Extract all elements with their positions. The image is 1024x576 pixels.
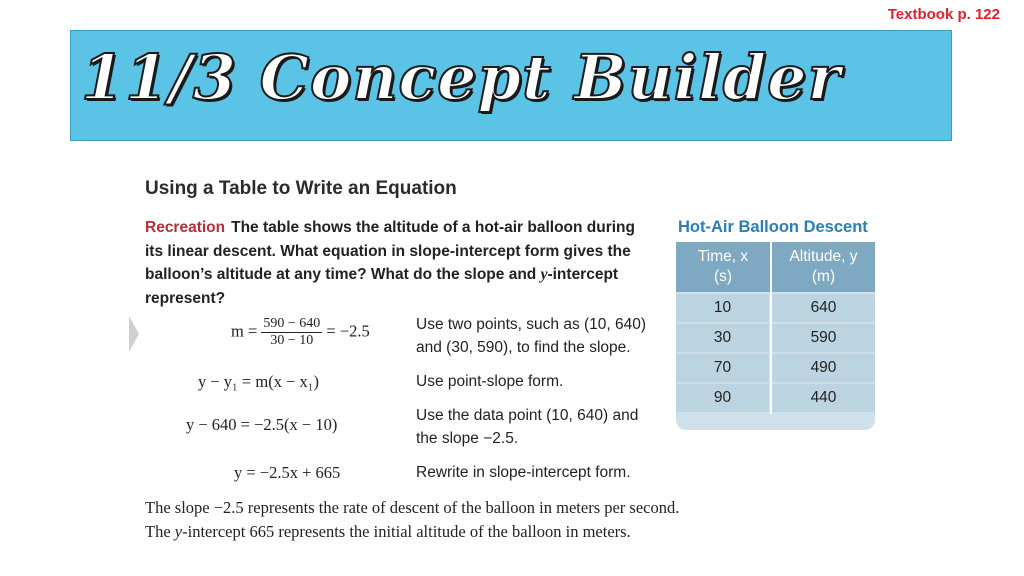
table-header bbox=[676, 242, 875, 292]
table-row bbox=[676, 384, 875, 412]
header-altitude bbox=[772, 247, 875, 287]
conclusion-line-1: The slope −2.5 represents the rate of descent of the balloon in meters per second. bbox=[145, 498, 680, 517]
problem-variable: y bbox=[540, 266, 548, 283]
slope-fraction bbox=[261, 316, 322, 349]
conclusion-text-b: -intercept 665 represents the initial altitude of the balloon in meters. bbox=[182, 521, 631, 541]
header-time-label: Time, x bbox=[697, 248, 749, 265]
problem-statement bbox=[145, 216, 655, 310]
step-4-math: y = −2.5x + 665 bbox=[234, 463, 341, 482]
left-arrow-icon bbox=[129, 316, 139, 352]
step-1-math bbox=[231, 316, 370, 349]
header-time-unit: (s) bbox=[713, 268, 733, 285]
cell-altitude: 490 bbox=[772, 354, 875, 382]
problem-text-part-1: The table shows the altitude of a hot-air balloon during its linear descent. What equation in slope-intercept form gives the balloon’s altitude at any time? What do the slope and bbox=[145, 219, 635, 283]
cell-time: 10 bbox=[676, 294, 769, 322]
step-2-math: y − y₁ = m(x − x₁) bbox=[198, 372, 319, 391]
conclusion bbox=[145, 496, 845, 543]
slide-title: 11/3 Concept Builder bbox=[81, 41, 842, 114]
cell-altitude: 640 bbox=[772, 294, 875, 322]
title-banner bbox=[70, 30, 952, 141]
table-row bbox=[676, 354, 875, 382]
step-1-prefix: m = bbox=[231, 321, 262, 341]
table-row bbox=[676, 324, 875, 352]
step-1-suffix: = −2.5 bbox=[322, 321, 370, 341]
problem-text-part-2: -intercept represent? bbox=[145, 266, 619, 307]
textbook-reference: Textbook p. 122 bbox=[887, 6, 1000, 23]
step-3-math: y − 640 = −2.5(x − 10) bbox=[186, 415, 338, 434]
cell-time: 90 bbox=[676, 384, 769, 412]
fraction-numerator: 590 − 640 bbox=[263, 316, 321, 331]
step-2-note: Use point-slope form. bbox=[416, 373, 564, 390]
conclusion-text-a: The bbox=[145, 521, 175, 541]
cell-time: 70 bbox=[676, 354, 769, 382]
header-altitude-unit: (m) bbox=[811, 268, 836, 285]
cell-time: 30 bbox=[676, 324, 769, 352]
problem-label: Recreation bbox=[145, 219, 226, 236]
cell-altitude: 440 bbox=[772, 384, 875, 412]
header-altitude-label: Altitude, y bbox=[789, 248, 858, 265]
conclusion-variable: y bbox=[174, 521, 183, 541]
cell-altitude: 590 bbox=[772, 324, 875, 352]
header-time bbox=[676, 247, 770, 287]
fraction-denominator: 30 − 10 bbox=[270, 333, 314, 348]
step-4-note: Rewrite in slope-intercept form. bbox=[416, 464, 631, 481]
table-title: Hot-Air Balloon Descent bbox=[678, 218, 868, 236]
lesson-heading: Using a Table to Write an Equation bbox=[145, 178, 457, 199]
step-3-note: Use the data point (10, 640) and the slope −2.5. bbox=[416, 407, 639, 447]
table-row bbox=[676, 294, 875, 322]
data-table bbox=[676, 242, 875, 430]
conclusion-line-2 bbox=[145, 520, 845, 544]
step-1-note: Use two points, such as (10, 640) and (30, 590), to find the slope. bbox=[416, 316, 647, 356]
